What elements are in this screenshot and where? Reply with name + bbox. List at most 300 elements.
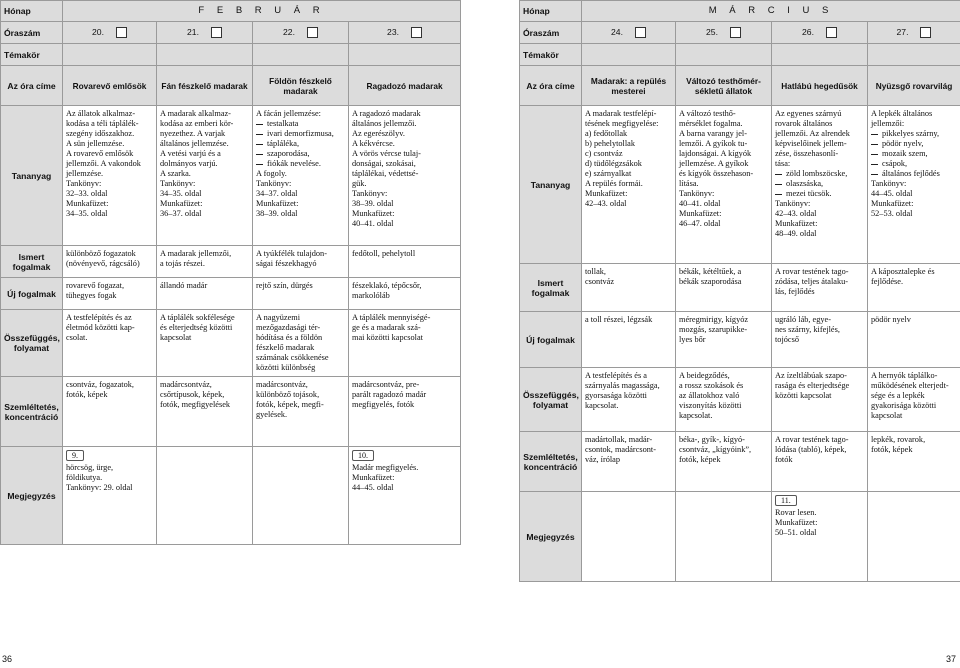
text-line: Munkafüzet:: [66, 199, 109, 208]
text-line: Munkafüzet:: [352, 209, 395, 218]
text-line: pödör nyelv: [871, 315, 911, 324]
text-line: A szarka.: [160, 169, 191, 178]
topic-cell: [772, 44, 868, 66]
hour-number: 27.: [896, 26, 909, 37]
known-cell: [253, 246, 349, 278]
check-box[interactable]: [307, 27, 318, 38]
new-label: Új fogalmak: [520, 312, 582, 368]
text-line: kapcsolat.: [679, 411, 713, 420]
note-cell: [157, 447, 253, 545]
topic-row: [520, 44, 960, 66]
visual-cell: [582, 432, 676, 492]
text-line: fejlődése.: [871, 277, 904, 286]
visual-cell: [157, 377, 253, 447]
text-line: A rovar testének tago-: [775, 267, 849, 276]
text-line: A vetési varjú és a: [160, 149, 221, 158]
text-line: közötti különbség: [256, 363, 316, 372]
text-line: lítása.: [679, 179, 699, 188]
known-cell: [868, 264, 960, 312]
text-line: csontváz: [585, 277, 615, 286]
known-label: Ismert fogalmak: [520, 264, 582, 312]
text-line: Tankönyv:: [775, 199, 811, 208]
context-row: [1, 310, 461, 377]
text-line: A hernyók táplálko-: [871, 371, 938, 380]
known-cell: [157, 246, 253, 278]
text-line: Munkafüzet:: [775, 219, 818, 228]
visual-label: Szemléltetés, koncentráció: [520, 432, 582, 492]
text-line: A fácán jellemzése:: [256, 109, 321, 118]
hour-cell: [253, 22, 349, 44]
hours-label: Óraszám: [1, 22, 63, 44]
text-line: jellemzése. A gyíkok: [679, 159, 749, 168]
topic-cell: [868, 44, 960, 66]
known-cell: [772, 264, 868, 312]
text-line: fedőtoll, pehelytoll: [352, 249, 416, 258]
text-line: Madár megfigyelés.: [352, 463, 419, 472]
content-cell: [582, 106, 676, 264]
text-line: 34–35. oldal: [160, 189, 202, 198]
content-cell: [772, 106, 868, 264]
month-label: Hónap: [520, 1, 582, 22]
text-line: béka-, gyík-, kígyó-: [679, 435, 745, 444]
context-row: [520, 368, 960, 432]
context-cell: [63, 310, 157, 377]
text-line: táplálékai, védettsé-: [352, 169, 419, 178]
text-line: gyelések.: [256, 410, 288, 419]
text-line: lemzői. A gyíkok tu-: [679, 139, 748, 148]
text-line: jellemzői:: [871, 119, 905, 128]
text-line: csontváz, fogazatok,: [66, 380, 134, 389]
topic-row: [1, 44, 461, 66]
text-line: mai közötti kapcsolat: [352, 333, 423, 342]
new-cell: [582, 312, 676, 368]
page-number: 36: [2, 654, 13, 664]
text-line: 40–41. oldal: [679, 199, 721, 208]
text-line: csontváz, „kígyóink”,: [679, 445, 752, 454]
check-box[interactable]: [920, 27, 931, 38]
text-line: Munkafüzet:: [585, 189, 628, 198]
dash-list-item: zöld lombszöcske,: [775, 169, 864, 179]
content-label: Tananyag: [520, 106, 582, 264]
text-line: különböző tojások,: [256, 390, 320, 399]
content-cell: [253, 106, 349, 246]
text-line: közötti kapcsolat: [775, 391, 832, 400]
text-line: fészkelő madarak: [256, 343, 315, 352]
text-line: 36–37. oldal: [160, 209, 202, 218]
text-line: sége és a lepkék: [871, 391, 925, 400]
hours-label: Óraszám: [520, 22, 582, 44]
hour-number: 24.: [611, 26, 623, 37]
text-line: állandó madár: [160, 281, 208, 290]
text-line: kodása a téli táplálék-: [66, 119, 139, 128]
text-line: 42–43. oldal: [775, 209, 817, 218]
text-line: A ragadozó madarak: [352, 109, 421, 118]
text-line: ugráló láb, egye-: [775, 315, 831, 324]
check-box[interactable]: [411, 27, 422, 38]
text-line: rovarok általános: [775, 119, 833, 128]
text-line: váz, írólap: [585, 455, 621, 464]
known-cell: [582, 264, 676, 312]
text-line: A kékvércse.: [352, 139, 395, 148]
context-cell: [157, 310, 253, 377]
text-line: e) szárnyalkat: [585, 169, 632, 178]
text-line: Az egyenes szárnyú: [775, 109, 842, 118]
text-line: csolat.: [66, 333, 88, 342]
text-line: csontok, madárcsont-: [585, 445, 656, 454]
right-plan-table: [519, 0, 960, 582]
hour-number: 25.: [706, 26, 718, 37]
text-line: zódása, teljes átalaku-: [775, 277, 849, 286]
note-row: [520, 492, 960, 582]
text-line: lajdonságai. A kígyók: [679, 149, 752, 158]
new-row: [1, 278, 461, 310]
month-row: [520, 1, 960, 22]
text-line: A káposztalepke és: [871, 267, 935, 276]
hours-row: [520, 22, 960, 44]
lesson-title: Nyüzsgő rovarvilág: [868, 66, 960, 106]
text-line: 44–45. oldal: [352, 483, 394, 492]
note-label: Megjegyzés: [1, 447, 63, 545]
check-box[interactable]: [730, 27, 741, 38]
note-cell: [676, 492, 772, 582]
lesson-title: Ragadozó madarak: [349, 66, 461, 106]
lesson-title: Fán fészkelő madarak: [157, 66, 253, 106]
text-line: A testfelépítés és az: [66, 313, 132, 322]
new-cell: [63, 278, 157, 310]
text-line: szárnyalás magassága,: [585, 381, 660, 390]
content-cell: [63, 106, 157, 246]
known-cell: [349, 246, 461, 278]
text-line: A rovar testének tago-: [775, 435, 849, 444]
text-line: 52–53. oldal: [871, 209, 913, 218]
dash-list-item: tápláléka,: [256, 139, 345, 149]
text-line: Munkafüzet:: [871, 199, 914, 208]
lesson-title: Változó testhőmér-sékletű állatok: [676, 66, 772, 106]
text-line: 40–41. oldal: [352, 219, 394, 228]
text-line: madártollak, madár-: [585, 435, 653, 444]
text-line: hódítása és a földön: [256, 333, 323, 342]
text-line: Tankönyv: 29. oldal: [66, 483, 133, 492]
dash-list-item: szaporodása,: [256, 149, 345, 159]
text-line: fotók, képek: [66, 390, 108, 399]
text-line: békák, kétéltűek, a: [679, 267, 742, 276]
text-line: a) fedőtollak: [585, 129, 628, 138]
hour-cell: [772, 22, 868, 44]
text-line: a rossz szokások és: [679, 381, 744, 390]
new-cell: [772, 312, 868, 368]
text-line: az állatokhoz való: [679, 391, 740, 400]
text-line: számának csökkenése: [256, 353, 329, 362]
new-cell: [349, 278, 461, 310]
text-line: fotók, megfigyelések: [160, 400, 231, 409]
hour-number: 21.: [187, 26, 199, 37]
new-cell: [676, 312, 772, 368]
visual-cell: [772, 432, 868, 492]
check-box[interactable]: [211, 27, 222, 38]
known-row: [1, 246, 461, 278]
text-line: A madarak alkalmaz-: [160, 109, 231, 118]
text-line: lás, fejlődés: [775, 287, 815, 296]
text-line: Tankönyv:: [66, 179, 102, 188]
text-line: fotók, képek, megfi-: [256, 400, 324, 409]
text-line: 50–51. oldal: [775, 528, 817, 537]
text-line: A tyúkfélék tulajdon-: [256, 249, 327, 258]
new-cell: [157, 278, 253, 310]
month-name: F E B R U Á R: [63, 1, 461, 22]
content-row: [1, 106, 461, 246]
text-line: Tankönyv:: [679, 189, 715, 198]
text-line: Az egerészölyv.: [352, 129, 405, 138]
check-box[interactable]: [635, 27, 646, 38]
note-cell: [253, 447, 349, 545]
text-line: A rovarevő emlősök: [66, 149, 134, 158]
visual-row: [520, 432, 960, 492]
dash-list-item: pikkelyes szárny,: [871, 129, 957, 139]
text-line: tojócső: [775, 335, 799, 344]
dash-list-item: pödör nyelv,: [871, 139, 957, 149]
visual-cell: [868, 432, 960, 492]
title-label: Az óra címe: [1, 66, 63, 106]
text-line: ságai fészekhagyó: [256, 259, 317, 268]
text-line: tésének megfigyelése:: [585, 119, 659, 128]
text-line: 34–35. oldal: [66, 209, 108, 218]
text-line: A sün jellemzése.: [66, 139, 125, 148]
text-line: általános jellemzői.: [352, 119, 417, 128]
title-label: Az óra címe: [520, 66, 582, 106]
text-line: lepkék, rovarok,: [871, 435, 926, 444]
text-line: kapcsolat: [160, 333, 192, 342]
new-label: Új fogalmak: [1, 278, 63, 310]
text-line: kodása az emberi kör-: [160, 119, 234, 128]
text-line: b) pehelytollak: [585, 139, 635, 148]
text-line: gük.: [352, 179, 367, 188]
text-line: a toll részei, légzsák: [585, 315, 653, 324]
text-line: lyes bőr: [679, 335, 706, 344]
text-line: A fogoly.: [256, 169, 287, 178]
page-number: 37: [945, 654, 956, 664]
text-line: tása:: [775, 159, 791, 168]
note-number-badge: 9.: [66, 450, 84, 461]
note-cell: [349, 447, 461, 545]
text-line: Munkafüzet:: [679, 209, 722, 218]
text-line: viszonyítás közötti: [679, 401, 742, 410]
topic-label: Témakör: [1, 44, 63, 66]
text-line: c) csontváz: [585, 149, 623, 158]
note-number-badge: 10.: [352, 450, 374, 461]
text-line: gyakorisága közötti: [871, 401, 937, 410]
context-cell: [349, 310, 461, 377]
hour-cell: [582, 22, 676, 44]
topic-cell: [63, 44, 157, 66]
text-line: zése, összehasonlí-: [775, 149, 839, 158]
text-line: földikutya.: [66, 473, 103, 482]
text-line: tühegyes fogak: [66, 291, 117, 300]
text-line: csőrtípusok, képek,: [160, 390, 225, 399]
topic-label: Témakör: [520, 44, 582, 66]
text-line: hörcsög, ürge,: [66, 463, 114, 472]
visual-cell: [676, 432, 772, 492]
hour-cell: [676, 22, 772, 44]
note-cell: [582, 492, 676, 582]
text-line: 42–43. oldal: [585, 199, 627, 208]
text-line: A vörös vércse tulaj-: [352, 149, 421, 158]
new-cell: [868, 312, 960, 368]
left-plan-table: [0, 0, 461, 545]
dash-list-item: testalkata: [256, 119, 345, 129]
dash-list-item: általános fejlődés: [871, 169, 957, 179]
note-row: [1, 447, 461, 545]
check-box[interactable]: [116, 27, 127, 38]
text-line: A madarak testfelépí-: [585, 109, 657, 118]
text-line: Az ízeltlábúak szapo-: [775, 371, 847, 380]
text-line: és kígyók összehason-: [679, 169, 754, 178]
text-line: markolóláb: [352, 291, 390, 300]
note-cell: [63, 447, 157, 545]
text-line: Tankönyv:: [256, 179, 292, 188]
text-line: Munkafüzet:: [160, 199, 203, 208]
text-line: fotók, képek: [679, 455, 721, 464]
text-line: A madarak jellemzői,: [160, 249, 232, 258]
text-line: különböző fogazatok: [66, 249, 136, 258]
text-line: A testfelépítés és a: [585, 371, 647, 380]
text-line: 38–39. oldal: [352, 199, 394, 208]
text-line: kapcsolat.: [585, 401, 619, 410]
text-line: fotók, képek: [871, 445, 913, 454]
visual-cell: [349, 377, 461, 447]
lesson-title: Madarak: a repülés mesterei: [582, 66, 676, 106]
text-line: rasága és elterjedtsége: [775, 381, 850, 390]
text-line: nes szárny, kifejlés,: [775, 325, 840, 334]
text-line: jellemzése.: [66, 169, 104, 178]
text-line: 34–37. oldal: [256, 189, 298, 198]
text-line: mérséklet fogalma.: [679, 119, 743, 128]
hours-row: [1, 22, 461, 44]
note-cell: [772, 492, 868, 582]
dash-list-item: csápok,: [871, 159, 957, 169]
check-box[interactable]: [826, 27, 837, 38]
text-line: rovarevő fogazat,: [66, 281, 125, 290]
known-cell: [63, 246, 157, 278]
text-line: 46–47. oldal: [679, 219, 721, 228]
topic-cell: [253, 44, 349, 66]
text-line: a tojás részei.: [160, 259, 205, 268]
content-row: [520, 106, 960, 264]
content-cell: [676, 106, 772, 264]
text-line: rejtő szín, dürgés: [256, 281, 313, 290]
month-label: Hónap: [1, 1, 63, 22]
text-line: madárcsontváz,: [160, 380, 212, 389]
text-line: mozgás, szarupikke-: [679, 325, 748, 334]
hour-cell: [63, 22, 157, 44]
text-line: Tankönyv:: [352, 189, 388, 198]
context-cell: [676, 368, 772, 432]
text-line: lódása (tabló), képek,: [775, 445, 847, 454]
lesson-title: Földön fészkelő madarak: [253, 66, 349, 106]
text-line: dolmányos varjú.: [160, 159, 218, 168]
text-line: nyezethez. A varjak: [160, 129, 226, 138]
text-line: A beidegződés,: [679, 371, 730, 380]
new-cell: [253, 278, 349, 310]
text-line: képviselőinek jellem-: [775, 139, 847, 148]
content-cell: [349, 106, 461, 246]
note-label: Megjegyzés: [520, 492, 582, 582]
context-cell: [868, 368, 960, 432]
lesson-title: Hatlábú hegedűsök: [772, 66, 868, 106]
text-line: parált ragadozó madár: [352, 390, 427, 399]
title-row: [520, 66, 960, 106]
text-line: A repülés formái.: [585, 179, 643, 188]
left-page: [0, 0, 460, 668]
text-line: madárcsontváz,: [256, 380, 308, 389]
content-cell: [157, 106, 253, 246]
text-line: méregmirigy, kígyóz: [679, 315, 749, 324]
known-row: [520, 264, 960, 312]
topic-cell: [349, 44, 461, 66]
text-line: tollak,: [585, 267, 606, 276]
known-cell: [676, 264, 772, 312]
text-line: 32–33. oldal: [66, 189, 108, 198]
text-line: Az állatok alkalmaz-: [66, 109, 136, 118]
topic-cell: [582, 44, 676, 66]
text-line: 44–45. oldal: [871, 189, 913, 198]
text-line: Munkafüzet:: [256, 199, 299, 208]
text-line: szegény időszakhoz.: [66, 129, 135, 138]
dash-list-item: olaszsáska,: [775, 179, 864, 189]
topic-cell: [676, 44, 772, 66]
title-row: [1, 66, 461, 106]
note-number-badge: 11.: [775, 495, 797, 506]
text-line: ge és a madarak szá-: [352, 323, 421, 332]
visual-cell: [253, 377, 349, 447]
topic-cell: [157, 44, 253, 66]
known-label: Ismert fogalmak: [1, 246, 63, 278]
text-line: (növényevő, rágcsáló): [66, 259, 140, 268]
context-cell: [772, 368, 868, 432]
text-line: Munkafüzet:: [775, 518, 818, 527]
text-line: életmód közötti kap-: [66, 323, 135, 332]
hour-number: 23.: [387, 26, 399, 37]
content-cell: [868, 106, 960, 264]
text-line: fotók: [775, 455, 793, 464]
text-line: működésének elterjedt-: [871, 381, 949, 390]
text-line: A nagyüzemi: [256, 313, 301, 322]
text-line: gyorsasága közötti: [585, 391, 647, 400]
context-cell: [253, 310, 349, 377]
dash-list-item: mezei tücsök.: [775, 189, 864, 199]
lesson-title: Rovarevő emlősök: [63, 66, 157, 106]
text-line: A lepkék általános: [871, 109, 933, 118]
note-cell: [868, 492, 960, 582]
text-line: A táplálék sokfélesége: [160, 313, 235, 322]
hour-number: 20.: [92, 26, 104, 37]
text-line: A táplálék mennyiségé-: [352, 313, 431, 322]
content-label: Tananyag: [1, 106, 63, 246]
text-line: Tankönyv:: [871, 179, 907, 188]
dash-list-item: fiókák nevelése.: [256, 159, 345, 169]
text-line: megfigyelés, fotók: [352, 400, 415, 409]
text-line: fészeklakó, tépőcsőr,: [352, 281, 422, 290]
hour-number: 26.: [802, 26, 814, 37]
text-line: madárcsontváz, pre-: [352, 380, 420, 389]
text-line: és elterjedtség közötti: [160, 323, 233, 332]
text-line: békák szaporodása: [679, 277, 742, 286]
text-line: 38–39. oldal: [256, 209, 298, 218]
hour-cell: [868, 22, 960, 44]
text-line: Tankönyv:: [160, 179, 196, 188]
new-row: [520, 312, 960, 368]
text-line: Munkafüzet:: [352, 473, 395, 482]
visual-row: [1, 377, 461, 447]
